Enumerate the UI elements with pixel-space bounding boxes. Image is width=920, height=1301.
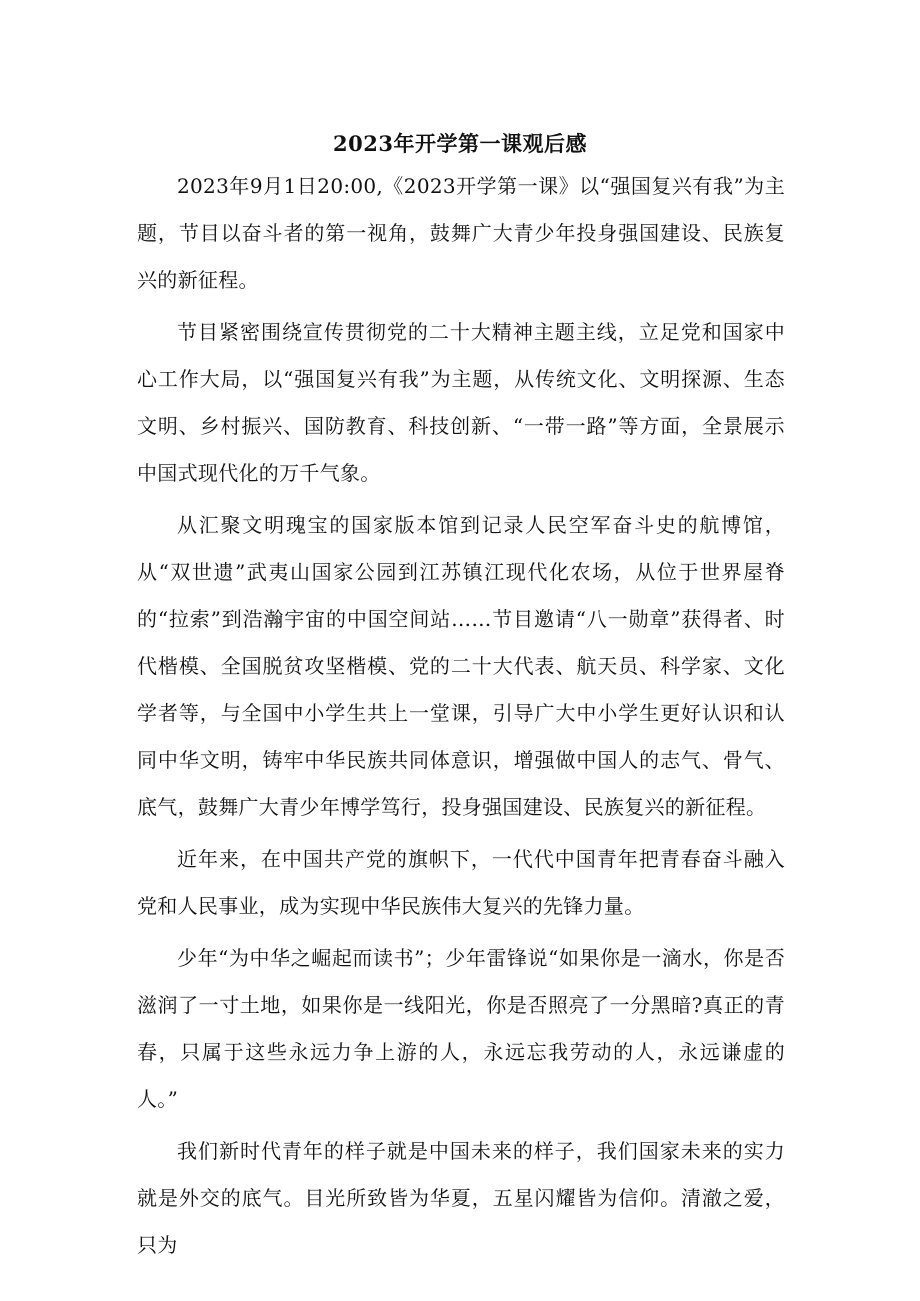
document-body	[137, 163, 785, 1274]
paragraph-4: 近年来，在中国共产党的旗帜下，一代代中国青年把青春奋斗融入党和人民事业，成为实现中华民族伟大复兴的先锋力量。	[137, 847, 785, 918]
paragraph-2: 节目紧密围绕宣传贯彻党的二十大精神主题主线，立足党和国家中心工作大局，以“强国复兴有我”为主题，从传统文化、文明探源、生态文明、乡村振兴、国防教育、科技创新、“一带一路”等方面，全景展示中国式现代化的万千气象。	[137, 320, 785, 485]
paragraph-1: 2023年9月1日20:00,《2023开学第一课》以“强国复兴有我”为主题，节目以奋斗者的第一视角，鼓舞广大青少年投身强国建设、民族复兴的新征程。	[137, 174, 785, 292]
paragraph-3: 从汇聚文明瑰宝的国家版本馆到记录人民空军奋斗史的航博馆，从“双世遗”武夷山国家公园到江苏镇江现代化农场，从位于世界屋脊的“拉索”到浩瀚宇宙的中国空间站……节目邀请“八一勋章”获得者、时代楷模、全国脱贫攻坚楷模、党的二十大代表、航天员、科学家、文化学者等，与全国中小学生共上一堂课，引导广大中小学生更好认识和认同中华文明，铸牢中华民族共同体意识，增强做中国人的志气、骨气、底气，鼓舞广大青少年博学笃行，投身强国建设、民族复兴的新征程。	[137, 513, 785, 819]
page-title: 2023年开学第一课观后感	[333, 131, 587, 157]
paragraph-5: 少年“为中华之崛起而读书”；少年雷锋说“如果你是一滴水，你是否滋润了一寸土地，如果你是一线阳光，你是否照亮了一分黑暗?真正的青春，只属于这些永远力争上游的人，永远忘我劳动的人，永远谦虚的人。”	[137, 946, 785, 1111]
paragraph-6: 我们新时代青年的样子就是中国未来的样子，我们国家未来的实力就是外交的底气。目光所致皆为华夏，五星闪耀皆为信仰。清澈之爱，只为	[137, 1139, 785, 1257]
